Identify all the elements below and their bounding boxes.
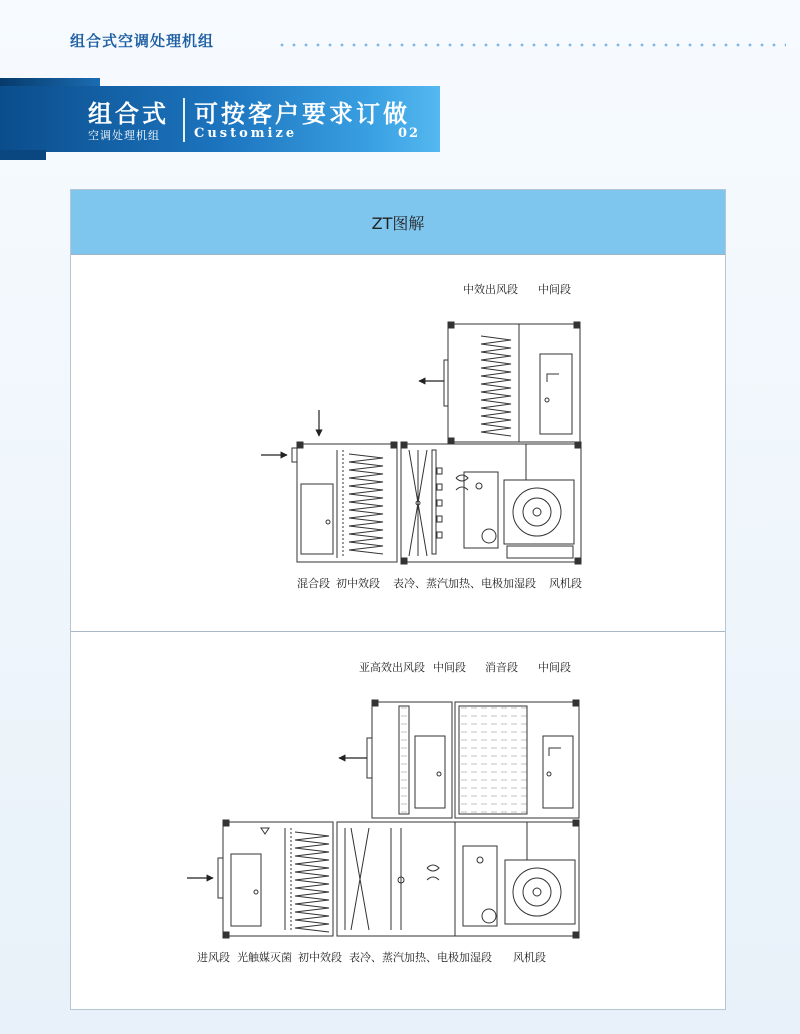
d2-top-label-4: 中间段 <box>538 661 571 674</box>
d2-bottom-label-5: 风机段 <box>513 951 546 964</box>
d1-bottom-label-3: 表冷、蒸汽加热、电极加湿段 <box>393 577 536 590</box>
diagram-2 <box>71 632 725 1008</box>
intake-section-housing <box>223 822 333 936</box>
top-dotted-line <box>276 43 786 47</box>
banner-page-number: 02 <box>398 126 421 141</box>
upper-unit-housing <box>448 324 580 442</box>
banner-english: Customize <box>194 126 298 141</box>
banner-subtitle: 空调处理机组 <box>88 129 160 142</box>
d1-bottom-label-4: 风机段 <box>549 577 582 590</box>
mixing-section-housing <box>297 444 397 562</box>
banner-notch <box>0 150 46 160</box>
d2-bottom-label-2: 光触媒灭菌 <box>237 951 292 964</box>
d1-top-label-2: 中间段 <box>538 283 571 296</box>
banner-main-title: 组合式 <box>88 99 169 128</box>
diagram-1 <box>71 254 725 631</box>
d2-top-label-2: 中间段 <box>433 661 466 674</box>
d2-top-label-3: 消音段 <box>485 661 518 674</box>
d1-top-label-1: 中效出风段 <box>463 283 518 296</box>
banner-slogan: 可按客户要求订做 <box>194 99 410 128</box>
d2-bottom-label-4: 表冷、蒸汽加热、电极加湿段 <box>349 951 492 964</box>
top-title: 组合式空调处理机组 <box>70 32 215 50</box>
hepa-section-housing <box>372 702 452 818</box>
panel-title: ZT图解 <box>71 190 725 255</box>
d2-top-label-1: 亚高效出风段 <box>359 661 425 674</box>
d2-bottom-label-3: 初中效段 <box>298 951 342 964</box>
banner-separator <box>183 98 185 142</box>
d2-bottom-label-1: 进风段 <box>197 951 230 964</box>
diagram-panel <box>70 189 726 1010</box>
d1-bottom-label-2: 初中效段 <box>336 577 380 590</box>
d1-bottom-label-1: 混合段 <box>297 577 330 590</box>
